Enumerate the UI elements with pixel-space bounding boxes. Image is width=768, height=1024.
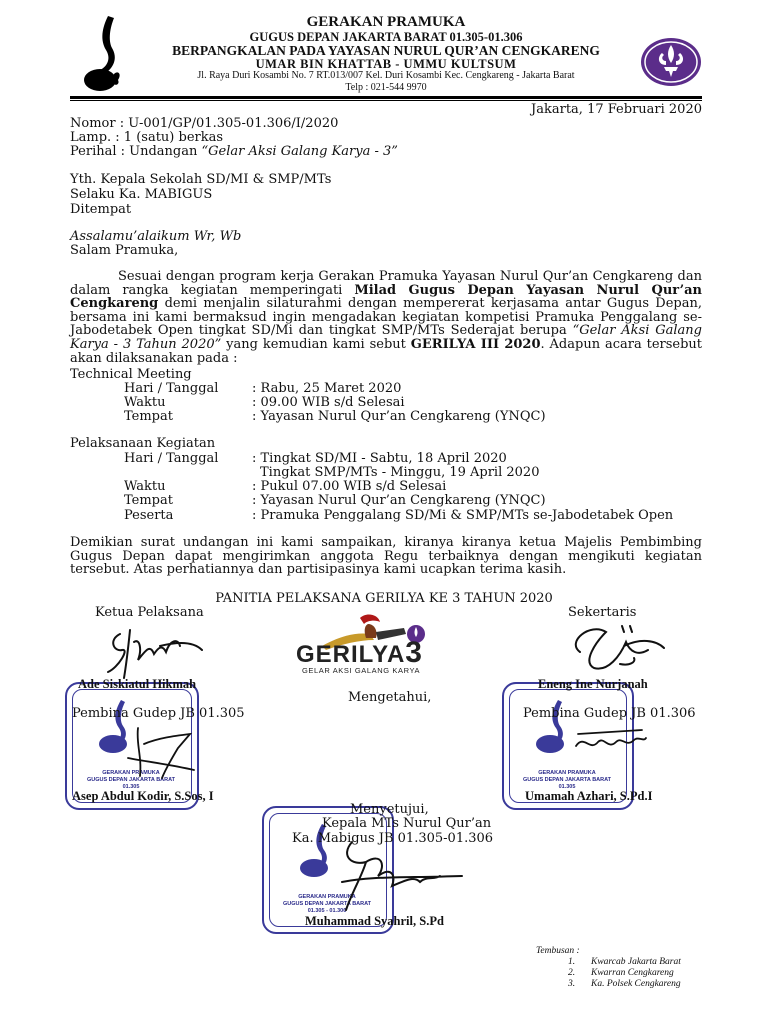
recipient-line3: Ditempat xyxy=(70,202,132,217)
pembina-right-name: Umamah Azhari, S.Pd.I xyxy=(525,789,653,803)
tembusan-title: Tembusan : xyxy=(536,946,580,956)
tunas-kelapa-emblem xyxy=(78,14,128,94)
tm-tempat-label: Tempat xyxy=(124,409,173,424)
pk-waktu-label: Waktu xyxy=(124,479,166,494)
menyetujui-label: Menyetujui, xyxy=(350,802,429,817)
ketua-title: Ketua Pelaksana xyxy=(95,605,204,620)
event-short-name: GERILYA III 2020 xyxy=(410,336,541,352)
tm-hari-value: : Rabu, 25 Maret 2020 xyxy=(252,381,402,396)
stamp-center-line2: GUGUS DEPAN JAKARTA BARAT xyxy=(282,901,372,907)
tembusan-item-3: Ka. Polsek Cengkareng xyxy=(591,979,681,989)
sekretaris-signature xyxy=(560,612,670,682)
pk-peserta-value: : Pramuka Penggalang SD/Mi & SMP/MTs se-Jabodetabek Open xyxy=(252,508,674,523)
letterhead-address: Jl. Raya Duri Kosambi No. 7 RT.013/007 Kel. Duri Kosambi Kec. Cengkareng - Jakarta Barat xyxy=(197,70,575,81)
gerilya-logo xyxy=(290,612,480,682)
letterhead-org: GERAKAN PRAMUKA xyxy=(306,14,466,30)
pk-hari-value2: Tingkat SMP/MTs - Minggu, 19 April 2020 xyxy=(260,465,540,480)
kepala-name: Muhammad Syahril, S.Pd xyxy=(305,914,444,928)
gerilya-number: 3 xyxy=(405,636,422,669)
letterhead-rule-thick xyxy=(70,96,702,99)
event-title: “Gelar Aksi Galang Karya - 3 Tahun 2020” xyxy=(70,323,702,352)
greeting-pramuka: Salam Pramuka, xyxy=(70,243,179,258)
committee-title: PANITIA PELAKSANA GERILYA KE 3 TAHUN 2020 xyxy=(215,591,553,606)
pembina-left-title: Pembina Gudep JB 01.305 xyxy=(72,706,245,721)
letter-date: Jakarta, 17 Februari 2020 xyxy=(531,102,702,117)
kepala-title2: Ka. Mabigus JB 01.305-01.306 xyxy=(292,831,494,846)
tembusan-num-1: 1. xyxy=(568,957,576,967)
tm-tempat-value: : Yayasan Nurul Qur’an Cengkareng (YNQC) xyxy=(252,409,546,424)
milad-highlight: Milad Gugus Depan Yayasan Nurul Qur’an Cengkareng xyxy=(70,282,702,312)
gerilya-word: GERILYA xyxy=(296,641,406,668)
letter-subject-label: Perihal : Undangan xyxy=(70,144,202,159)
letterhead-line3: UMAR BIN KHATTAB - UMMU KULTSUM xyxy=(255,57,517,71)
stamp-center-line3: 01.305 - 01.306 xyxy=(307,908,347,914)
stamp-left-line1: GERAKAN PRAMUKA xyxy=(102,770,160,776)
stamp-left-line3: 01.305 xyxy=(122,784,140,790)
tm-waktu-label: Waktu xyxy=(124,395,166,410)
tembusan-num-3: 3. xyxy=(568,979,576,989)
gerilya-tagline: GELAR AKSI GALANG KARYA xyxy=(302,666,421,675)
pk-tempat-value: : Yayasan Nurul Qur’an Cengkareng (YNQC) xyxy=(252,493,546,508)
stamp-center-line1: GERAKAN PRAMUKA xyxy=(298,894,356,900)
greeting-salam: Assalamu’alaikum Wr, Wb xyxy=(70,229,242,244)
sekretaris-title: Sekertaris xyxy=(568,605,637,620)
letterhead-rule-thin xyxy=(70,100,702,101)
pembina-left-signature xyxy=(118,718,208,784)
gerilya-wordmark xyxy=(296,636,422,670)
letter-number: Nomor : U-001/GP/01.305-01.306/I/2020 xyxy=(70,116,339,131)
recipient-line2: Selaku Ka. MABIGUS xyxy=(70,187,213,202)
pk-waktu-value: : Pukul 07.00 WIB s/d Selesai xyxy=(252,479,447,494)
stamp-right-line3: 01.305 xyxy=(558,784,576,790)
tembusan-item-1: Kwarcab Jakarta Barat xyxy=(591,957,681,967)
letterhead-line2: BERPANGKALAN PADA YAYASAN NURUL QUR’AN CENGKARENG xyxy=(172,43,600,58)
pembina-left-name: Asep Abdul Kodir, S.Sos, I xyxy=(72,789,214,803)
pk-hari-value1: : Tingkat SD/MI - Sabtu, 18 April 2020 xyxy=(252,451,507,466)
sekretaris-name: Eneng Ine Nurjanah xyxy=(538,677,648,691)
pelaksanaan-title: Pelaksanaan Kegiatan xyxy=(70,436,216,451)
pembina-right-signature xyxy=(570,722,650,762)
tembusan-num-2: 2. xyxy=(568,968,576,978)
body-paragraph: Sesuai dengan program kerja Gerakan Pramuka Yayasan Nurul Qur’an Cengkareng dan dalam rangka kegiatan memperingati Milad Gugus Depan Yayasan Nurul Qur’an Cengkareng demi menjalin silaturahmi dengan mempererat kerjasama antar Gugus Depan, bersama ini kami bermaksud ingin mengadakan kegiatan kompetisi Pramuka Penggalang se-Jabodetabek Open tingkat SD/Mi dan tingkat SMP/MTs Sederajat berupa “Gelar Aksi Galang Karya - 3 Tahun 2020” yang kemudian kami sebut GERILYA III 2020. Adapun acara tersebut akan dilaksanakan pada : xyxy=(70,269,703,366)
tm-hari-label: Hari / Tanggal xyxy=(124,381,219,396)
letter-subject xyxy=(70,144,398,159)
ketua-name: Ade Siskiatul Hikmah xyxy=(78,677,197,691)
kepala-title1: Kepala MTs Nurul Qur’an xyxy=(322,816,492,831)
letterhead-line1: GUGUS DEPAN JAKARTA BARAT 01.305-01.306 xyxy=(249,30,523,44)
closing-paragraph: Demikian surat undangan ini kami sampaikan, kiranya kiranya ketua Majelis Pembimbing Gugus Depan dapat mengirimkan anggota Regu terbaiknya dengan mengikuti kegiatan tersebut. Atas perhatiannya dan partisipasinya kami ucapkan terima kasih. xyxy=(70,535,702,578)
kepala-signature xyxy=(322,836,472,918)
recipient-line1: Yth. Kepala Sekolah SD/MI & SMP/MTs xyxy=(70,172,332,187)
pk-peserta-label: Peserta xyxy=(124,508,174,523)
letterhead-phone: Telp : 021-544 9970 xyxy=(345,82,427,93)
stamp-right-line2: GUGUS DEPAN JAKARTA BARAT xyxy=(522,777,612,783)
mengetahui-label: Mengetahui, xyxy=(348,690,432,705)
letter-attachment: Lamp. : 1 (satu) berkas xyxy=(70,130,224,145)
stamp-left-line2: GUGUS DEPAN JAKARTA BARAT xyxy=(86,777,176,783)
stamp-right-line1: GERAKAN PRAMUKA xyxy=(538,770,596,776)
technical-meeting-title: Technical Meeting xyxy=(70,367,192,382)
pk-hari-label: Hari / Tanggal xyxy=(124,451,219,466)
ketua-signature xyxy=(100,620,210,682)
tm-waktu-value: : 09.00 WIB s/d Selesai xyxy=(252,395,405,410)
pk-tempat-label: Tempat xyxy=(124,493,173,508)
letter-subject-value: “Gelar Aksi Galang Karya - 3” xyxy=(201,144,398,159)
tembusan-item-2: Kwarran Cengkareng xyxy=(591,968,674,978)
pembina-right-title: Pembina Gudep JB 01.306 xyxy=(523,706,696,721)
